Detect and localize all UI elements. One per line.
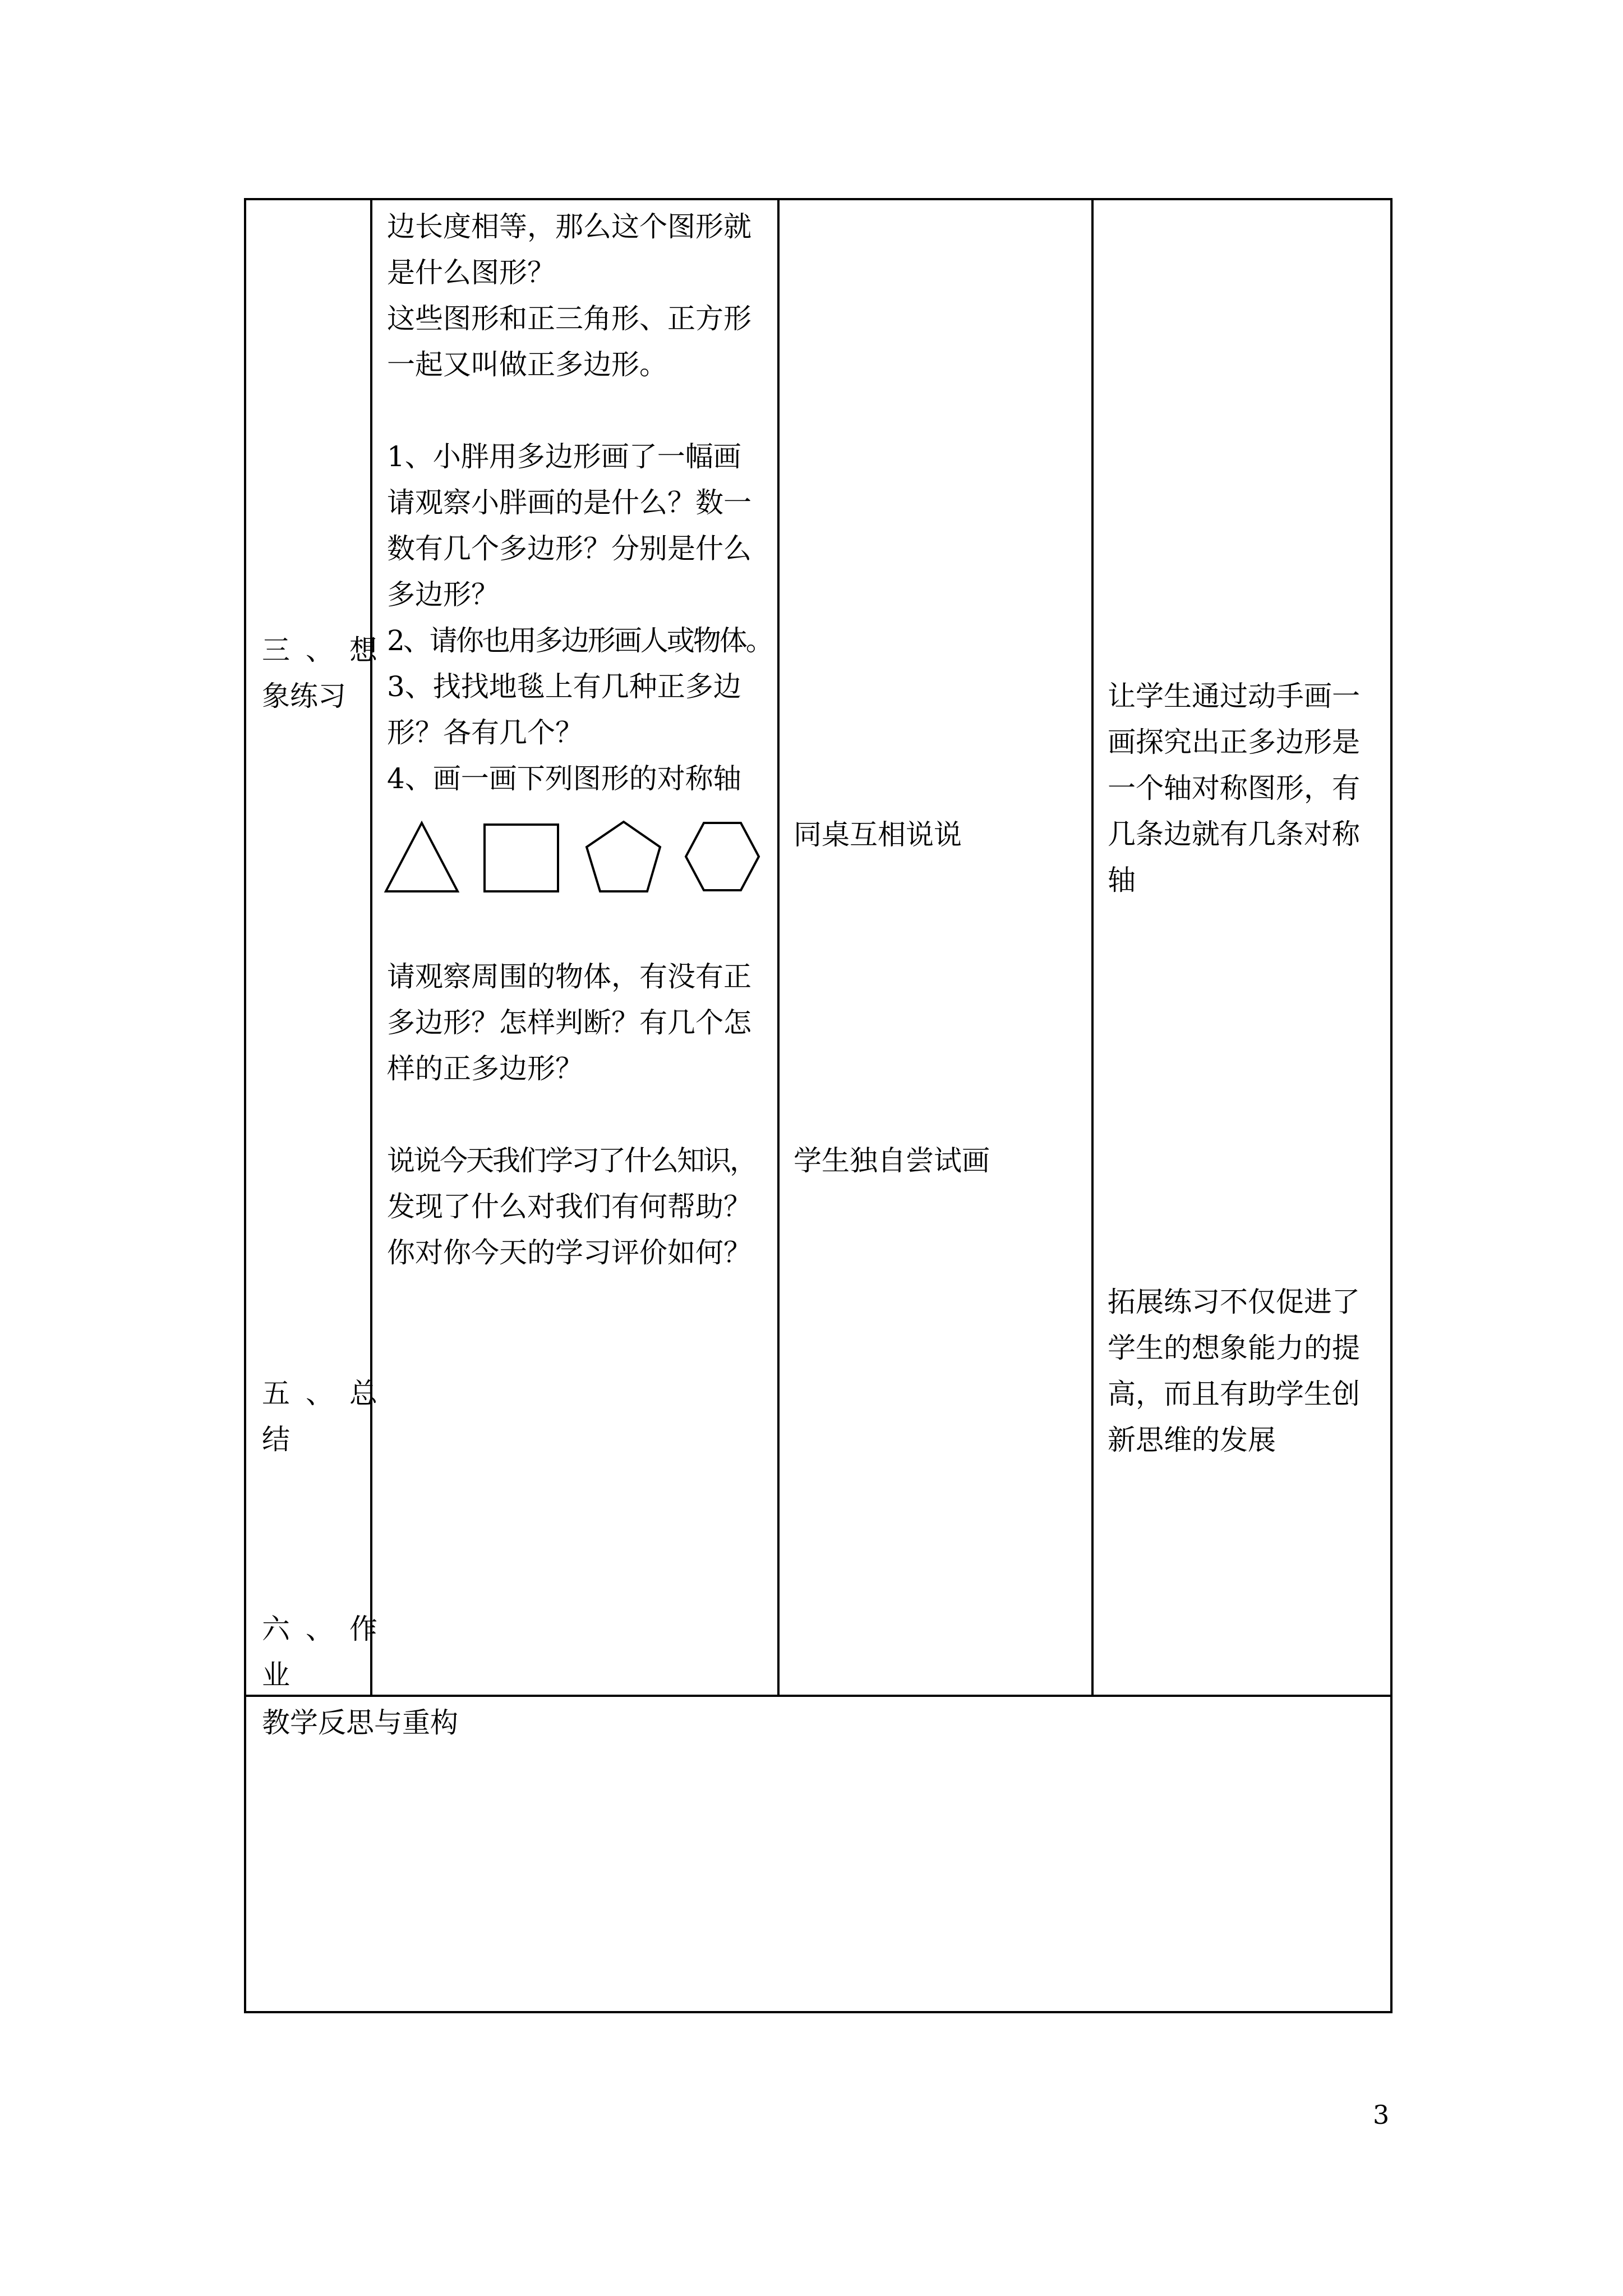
teacher-text-line: 数有几个多边形？分别是什么 <box>387 532 751 565</box>
teacher-text-line: 1、小胖用多边形画了一幅画 <box>387 440 741 473</box>
teacher-text-line: 3、找找地毯上有几种正多边 <box>387 670 741 703</box>
stage-label-homework: 六、作 <box>262 1613 393 1645</box>
teacher-text-line: 这些图形和正三角形、正方形 <box>387 302 751 335</box>
student-activity-discuss: 同桌互相说说 <box>794 818 962 851</box>
stage-label-summary: 五、总 <box>262 1377 393 1410</box>
teacher-text-line: 一起又叫做正多边形。 <box>387 348 667 381</box>
design-intent-line: 几条边就有几条对称 <box>1108 818 1360 850</box>
pentagon-shape <box>587 822 660 891</box>
design-intent-line: 拓展练习不仅促进了 <box>1108 1286 1360 1318</box>
teacher-text-line: 发现了什么对我们有何帮助？ <box>387 1190 751 1223</box>
stage-label-exercise: 三、想 <box>262 634 393 666</box>
page-number: 3 <box>1373 2100 1390 2130</box>
stage-label-homework-cont: 业 <box>262 1659 290 1691</box>
polygon-figures <box>381 816 763 900</box>
teacher-text-line: 是什么图形？ <box>387 256 555 289</box>
teacher-text-line: 说说今天我们学习了什么知识， <box>387 1144 756 1177</box>
design-intent-line: 高，而且有助学生创 <box>1108 1378 1360 1410</box>
teacher-text-line: 4、画一画下列图形的对称轴 <box>387 762 741 795</box>
stage-label-summary-cont: 结 <box>262 1423 290 1456</box>
reflection-label: 教学反思与重构 <box>262 1706 458 1739</box>
hexagon-shape <box>686 823 759 890</box>
design-intent-line: 轴 <box>1108 864 1136 896</box>
square-shape <box>485 825 558 891</box>
teacher-text-line: 请观察小胖画的是什么？数一 <box>387 486 751 519</box>
teacher-text-line: 多边形？ <box>387 578 499 611</box>
teacher-text-line: 你对你今天的学习评价如何？ <box>387 1236 751 1269</box>
triangle-shape <box>386 823 458 891</box>
design-intent-line: 一个轴对称图形，有 <box>1108 772 1360 804</box>
teacher-text-line: 形？各有几个？ <box>387 716 583 749</box>
design-intent-line: 新思维的发展 <box>1108 1424 1276 1456</box>
teacher-text-line: 2、请你也用多边形画人或物体。 <box>387 624 772 657</box>
teacher-text-line: 多边形？怎样判断？有几个怎 <box>387 1006 751 1039</box>
design-intent-line: 学生的想象能力的提 <box>1108 1332 1360 1364</box>
design-intent-line: 画探究出正多边形是 <box>1108 726 1360 758</box>
stage-label-exercise-cont: 象练习 <box>262 680 346 712</box>
student-activity-draw: 学生独自尝试画 <box>794 1144 990 1177</box>
design-intent-line: 让学生通过动手画一 <box>1108 680 1360 712</box>
teacher-text-line: 边长度相等，那么这个图形就 <box>387 210 751 243</box>
teacher-text-line: 样的正多边形？ <box>387 1052 583 1085</box>
teacher-text-line: 请观察周围的物体，有没有正 <box>387 960 751 993</box>
